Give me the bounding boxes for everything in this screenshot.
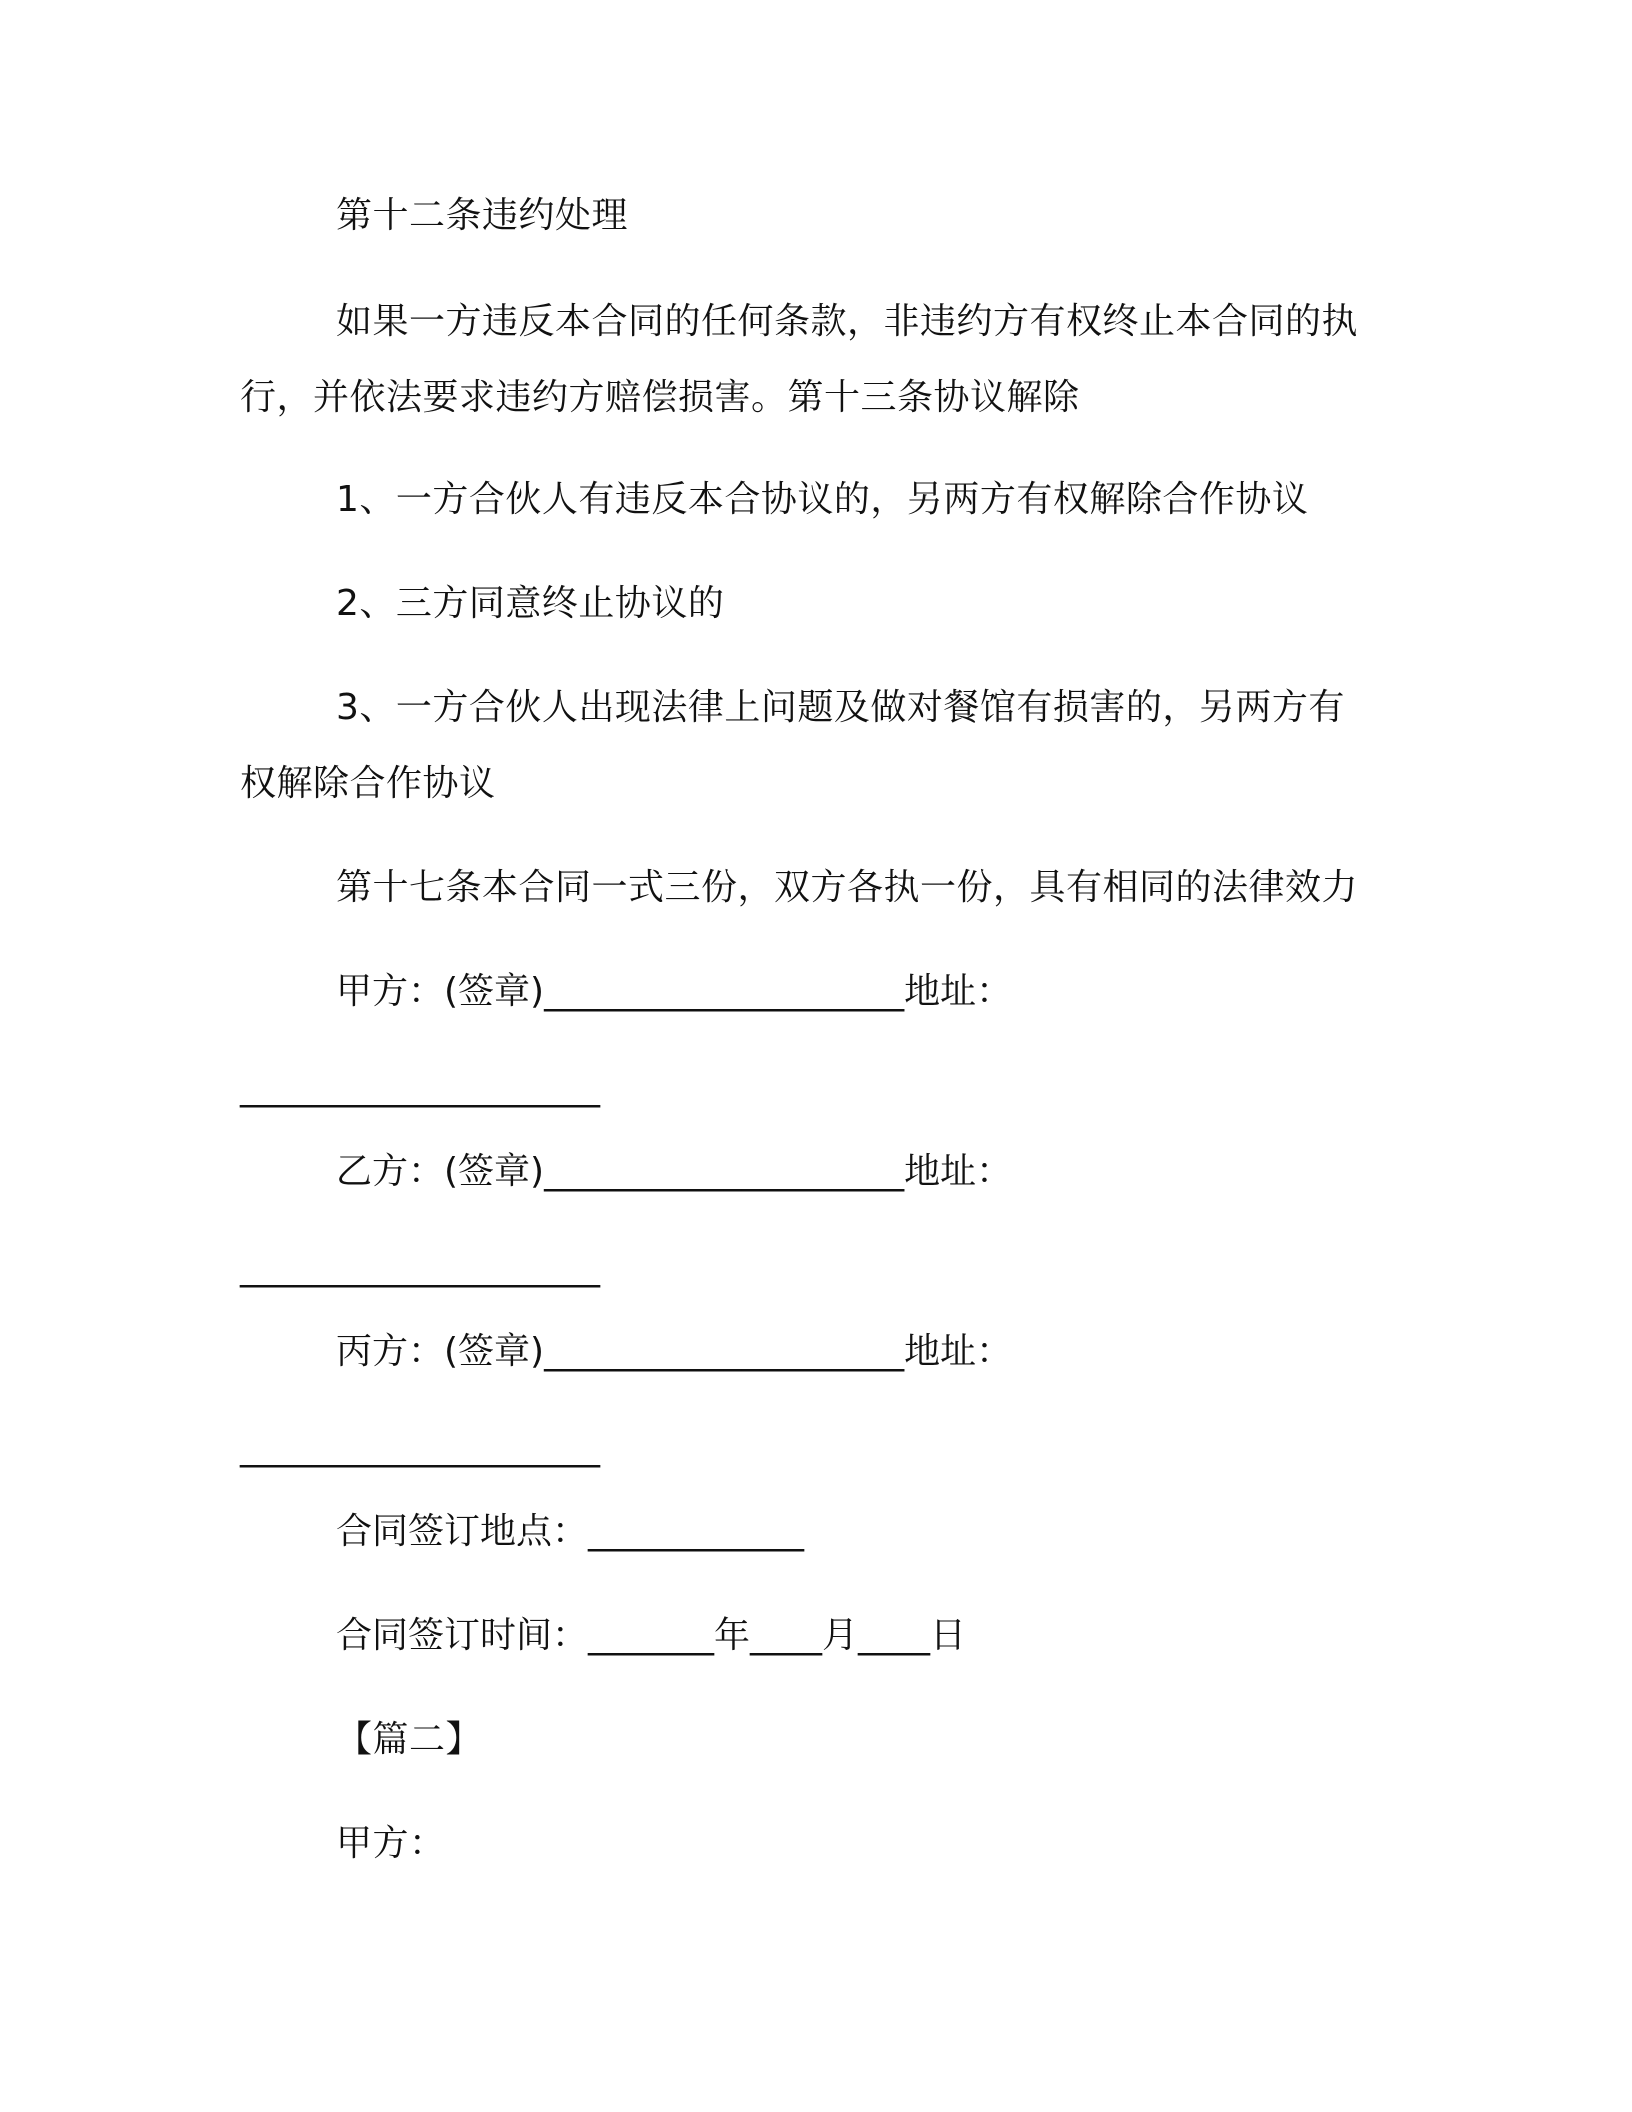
signing-date: 合同签订时间：_______年____月____日: [336, 1615, 967, 1656]
signing-place: 合同签订地点：____________: [336, 1511, 805, 1552]
clause-13-item-3-line-2: 权解除合作协议: [240, 763, 496, 804]
party-c-address-blank: ____________________: [240, 1427, 600, 1468]
party-a-address-blank: ____________________: [240, 1067, 600, 1108]
party-a-label: 甲方：: [336, 1823, 446, 1864]
clause-13-item-3-line-1: 3、一方合伙人出现法律上问题及做对餐馆有损害的，另两方有: [336, 687, 1345, 728]
section-heading: 【篇二】: [336, 1719, 483, 1760]
clause-12-heading: 第十二条违约处理: [336, 195, 629, 236]
clause-12-body-line-1: 如果一方违反本合同的任何条款，非违约方有权终止本合同的执: [336, 301, 1359, 342]
party-a-signature: 甲方：(签章)____________________地址：: [336, 971, 1013, 1012]
party-c-signature: 丙方：(签章)____________________地址：: [336, 1331, 1013, 1372]
clause-17: 第十七条本合同一式三份，双方各执一份，具有相同的法律效力: [336, 867, 1359, 908]
party-b-address-blank: ____________________: [240, 1247, 600, 1288]
clause-12-body-line-2: 行，并依法要求违约方赔偿损害。第十三条协议解除: [240, 377, 1080, 418]
clause-13-item-2: 2、三方同意终止协议的: [336, 583, 725, 624]
party-b-signature: 乙方：(签章)____________________地址：: [336, 1151, 1013, 1192]
clause-13-item-1: 1、一方合伙人有违反本合协议的，另两方有权解除合作协议: [336, 479, 1309, 520]
